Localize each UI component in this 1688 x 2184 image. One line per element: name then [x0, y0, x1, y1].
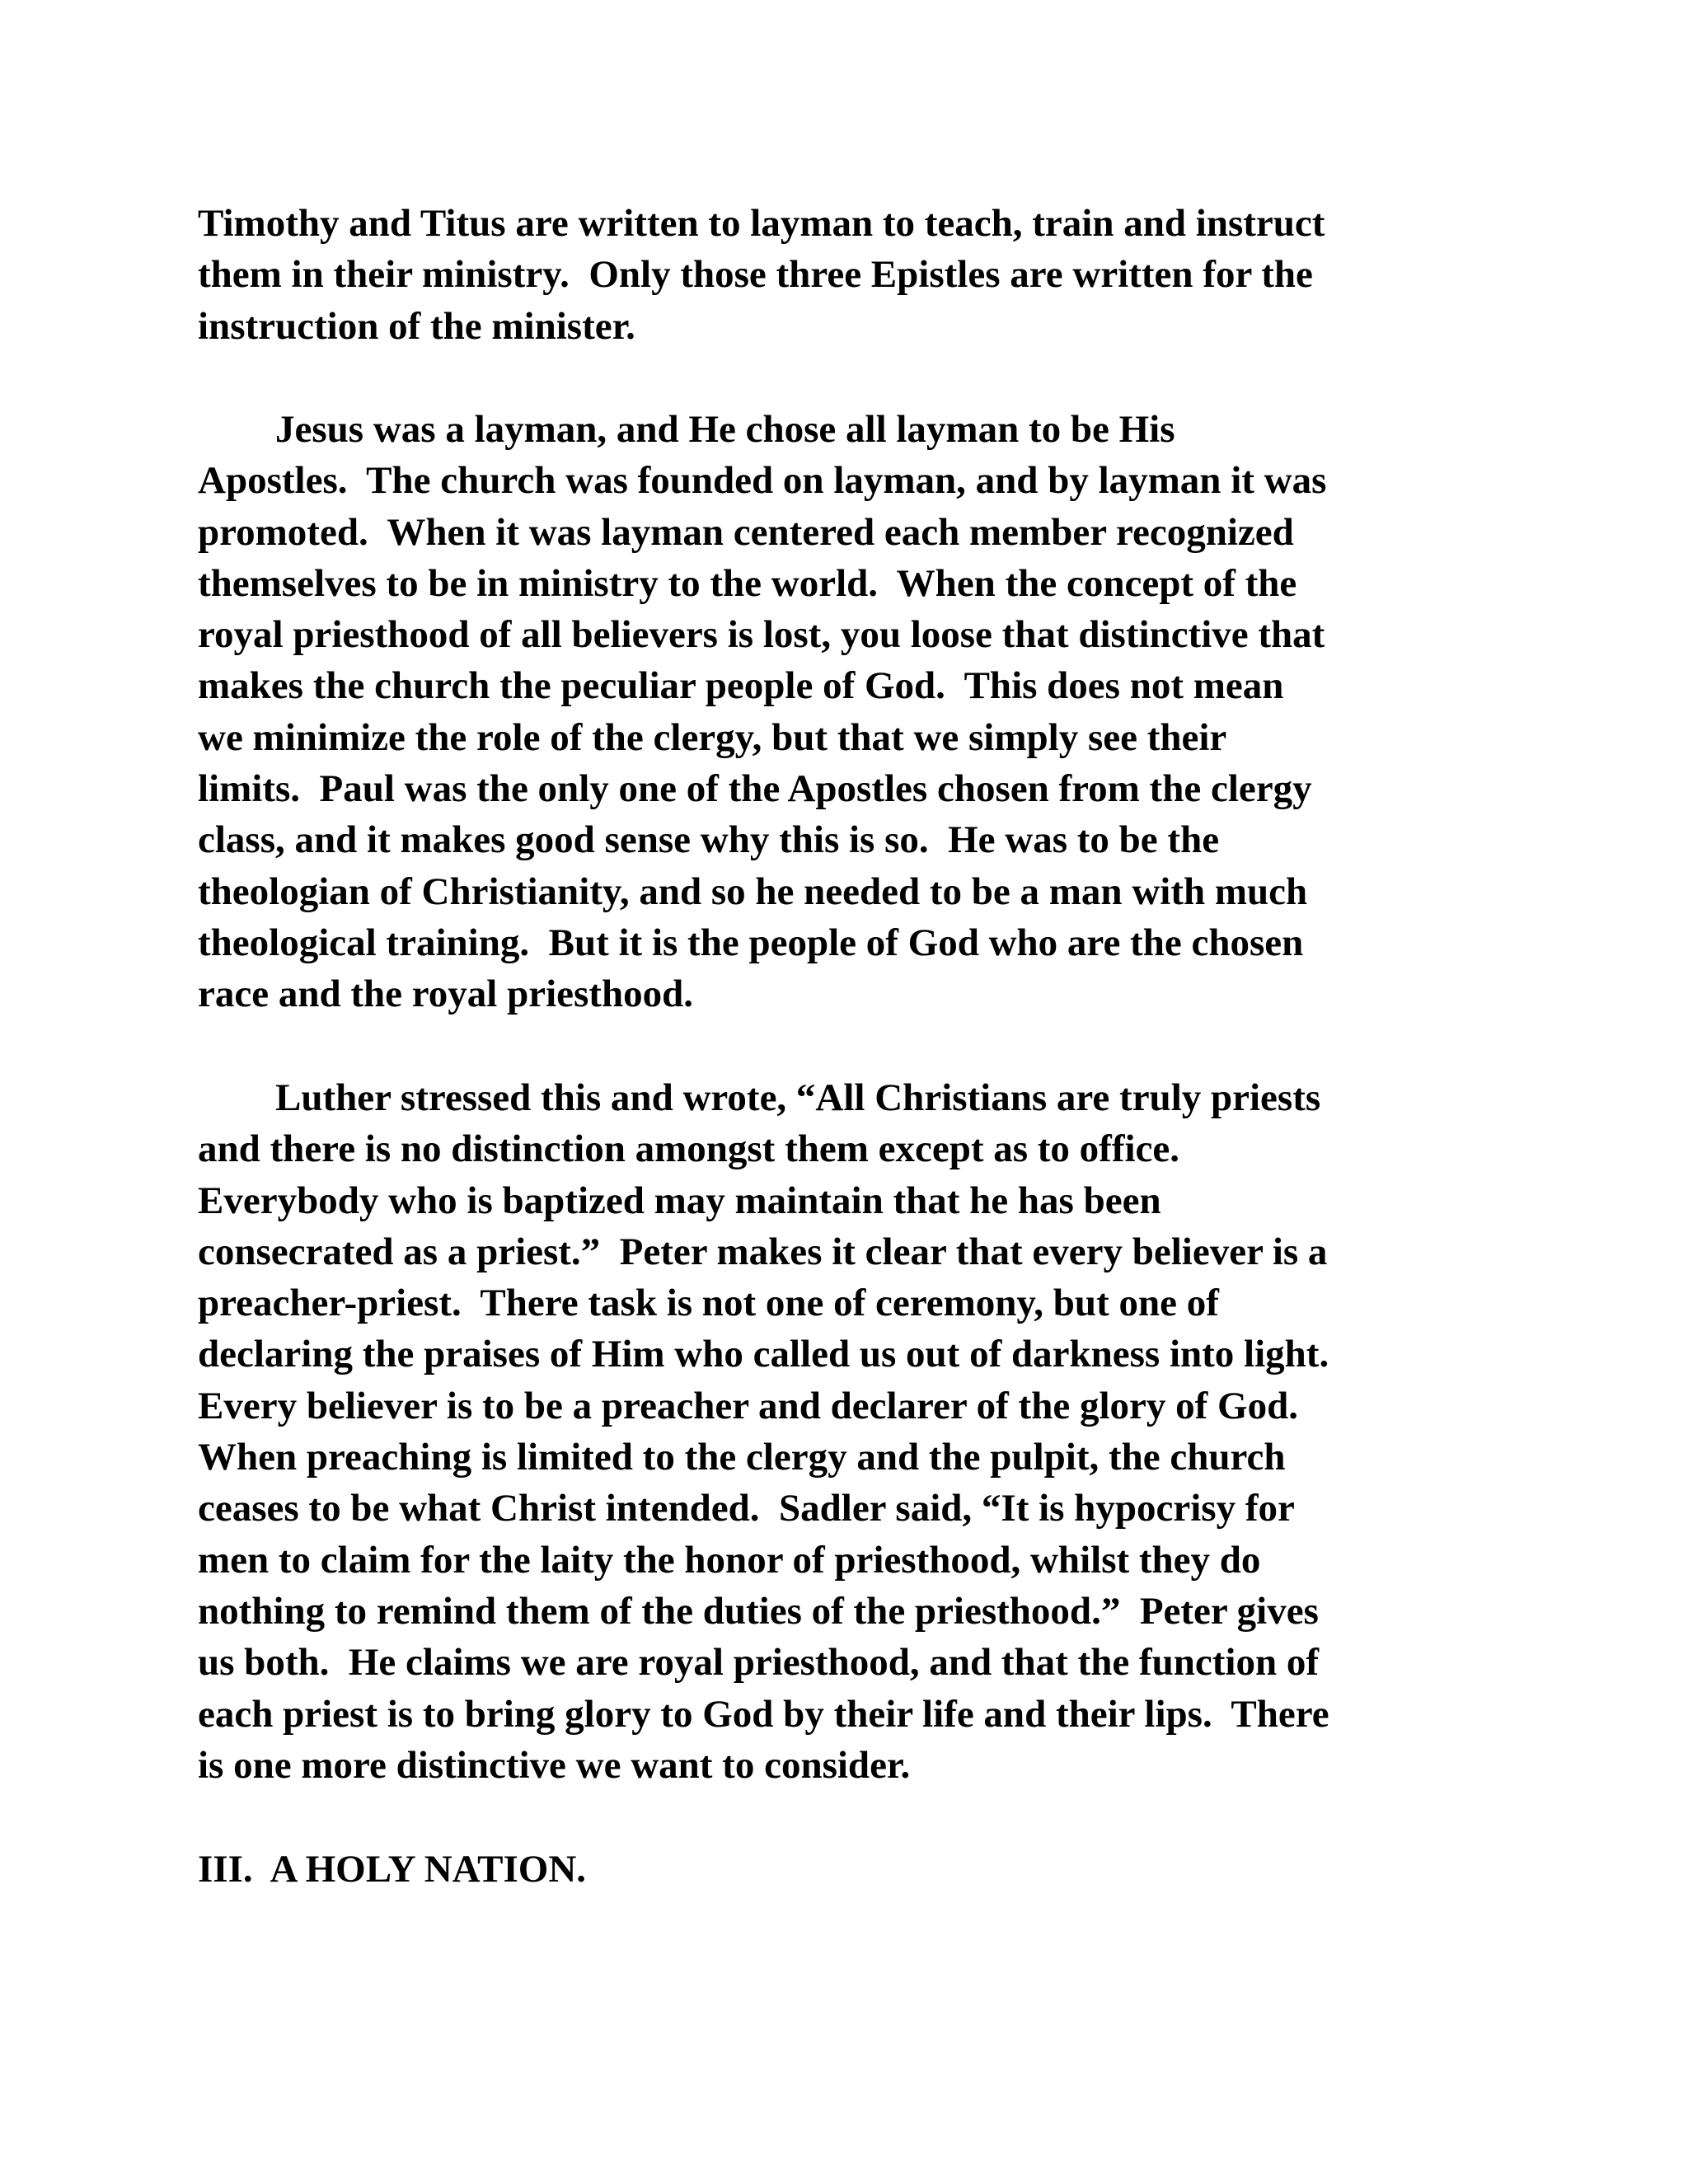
- text-line: makes the church the peculiar people of God. This does not mean: [198, 664, 1284, 708]
- text-line: us both. He claims we are royal priesthood, and that the function of: [198, 1641, 1319, 1685]
- text-line: limits. Paul was the only one of the Apostles chosen from the clergy: [198, 767, 1312, 811]
- text-line: theologian of Christianity, and so he needed to be a man with much: [198, 869, 1308, 913]
- text-line: ceases to be what Christ intended. Sadler said, “It is hypocrisy for: [198, 1487, 1295, 1530]
- text-line: them in their ministry. Only those three Epistles are written for the: [198, 253, 1313, 297]
- text-line: is one more distinctive we want to consider.: [198, 1743, 911, 1787]
- text-line: we minimize the role of the clergy, but that we simply see their: [198, 715, 1227, 759]
- text-line: each priest is to bring glory to God by their life and their lips. There: [198, 1692, 1329, 1736]
- text-line: preacher-priest. There task is not one of ceremony, but one of: [198, 1282, 1219, 1325]
- text-line: royal priesthood of all believers is lost, you loose that distinctive that: [198, 613, 1325, 657]
- text-line: Every believer is to be a preacher and declarer of the glory of God.: [198, 1384, 1298, 1427]
- text-line: instruction of the minister.: [198, 304, 635, 348]
- paragraph-1: [198, 198, 1517, 352]
- text-line: and there is no distinction amongst them except as to office.: [198, 1127, 1180, 1171]
- text-line: Luther stressed this and wrote, “All Christians are truly priests: [198, 1076, 1321, 1119]
- text-line: men to claim for the laity the honor of priesthood, whilst they do: [198, 1538, 1261, 1582]
- text-line: nothing to remind them of the duties of the priesthood.” Peter gives: [198, 1589, 1319, 1633]
- paragraph-2: [198, 404, 1517, 1020]
- text-line: declaring the praises of Him who called us out of darkness into light.: [198, 1333, 1329, 1376]
- text-line: When preaching is limited to the clergy and the pulpit, the church: [198, 1436, 1286, 1479]
- text-line: consecrated as a priest.” Peter makes it clear that every believer is a: [198, 1230, 1328, 1273]
- text-line: Timothy and Titus are written to layman to teach, train and instruct: [198, 202, 1325, 245]
- text-line: Everybody who is baptized may maintain that he has been: [198, 1179, 1161, 1222]
- text-line: themselves to be in ministry to the world. When the concept of the: [198, 561, 1297, 605]
- text-line: race and the royal priesthood.: [198, 972, 693, 1016]
- paragraph-3: [198, 1072, 1517, 1791]
- section-heading: III. A HOLY NATION.: [198, 1848, 587, 1891]
- text-line: Apostles. The church was founded on layman, and by layman it was: [198, 459, 1327, 503]
- text-line: Jesus was a layman, and He chose all layman to be His: [198, 408, 1175, 451]
- text-line: class, and it makes good sense why this is so. He was to be the: [198, 818, 1220, 862]
- text-line: promoted. When it was layman centered each member recognized: [198, 510, 1294, 554]
- text-line: theological training. But it is the people of God who are the chosen: [198, 921, 1304, 964]
